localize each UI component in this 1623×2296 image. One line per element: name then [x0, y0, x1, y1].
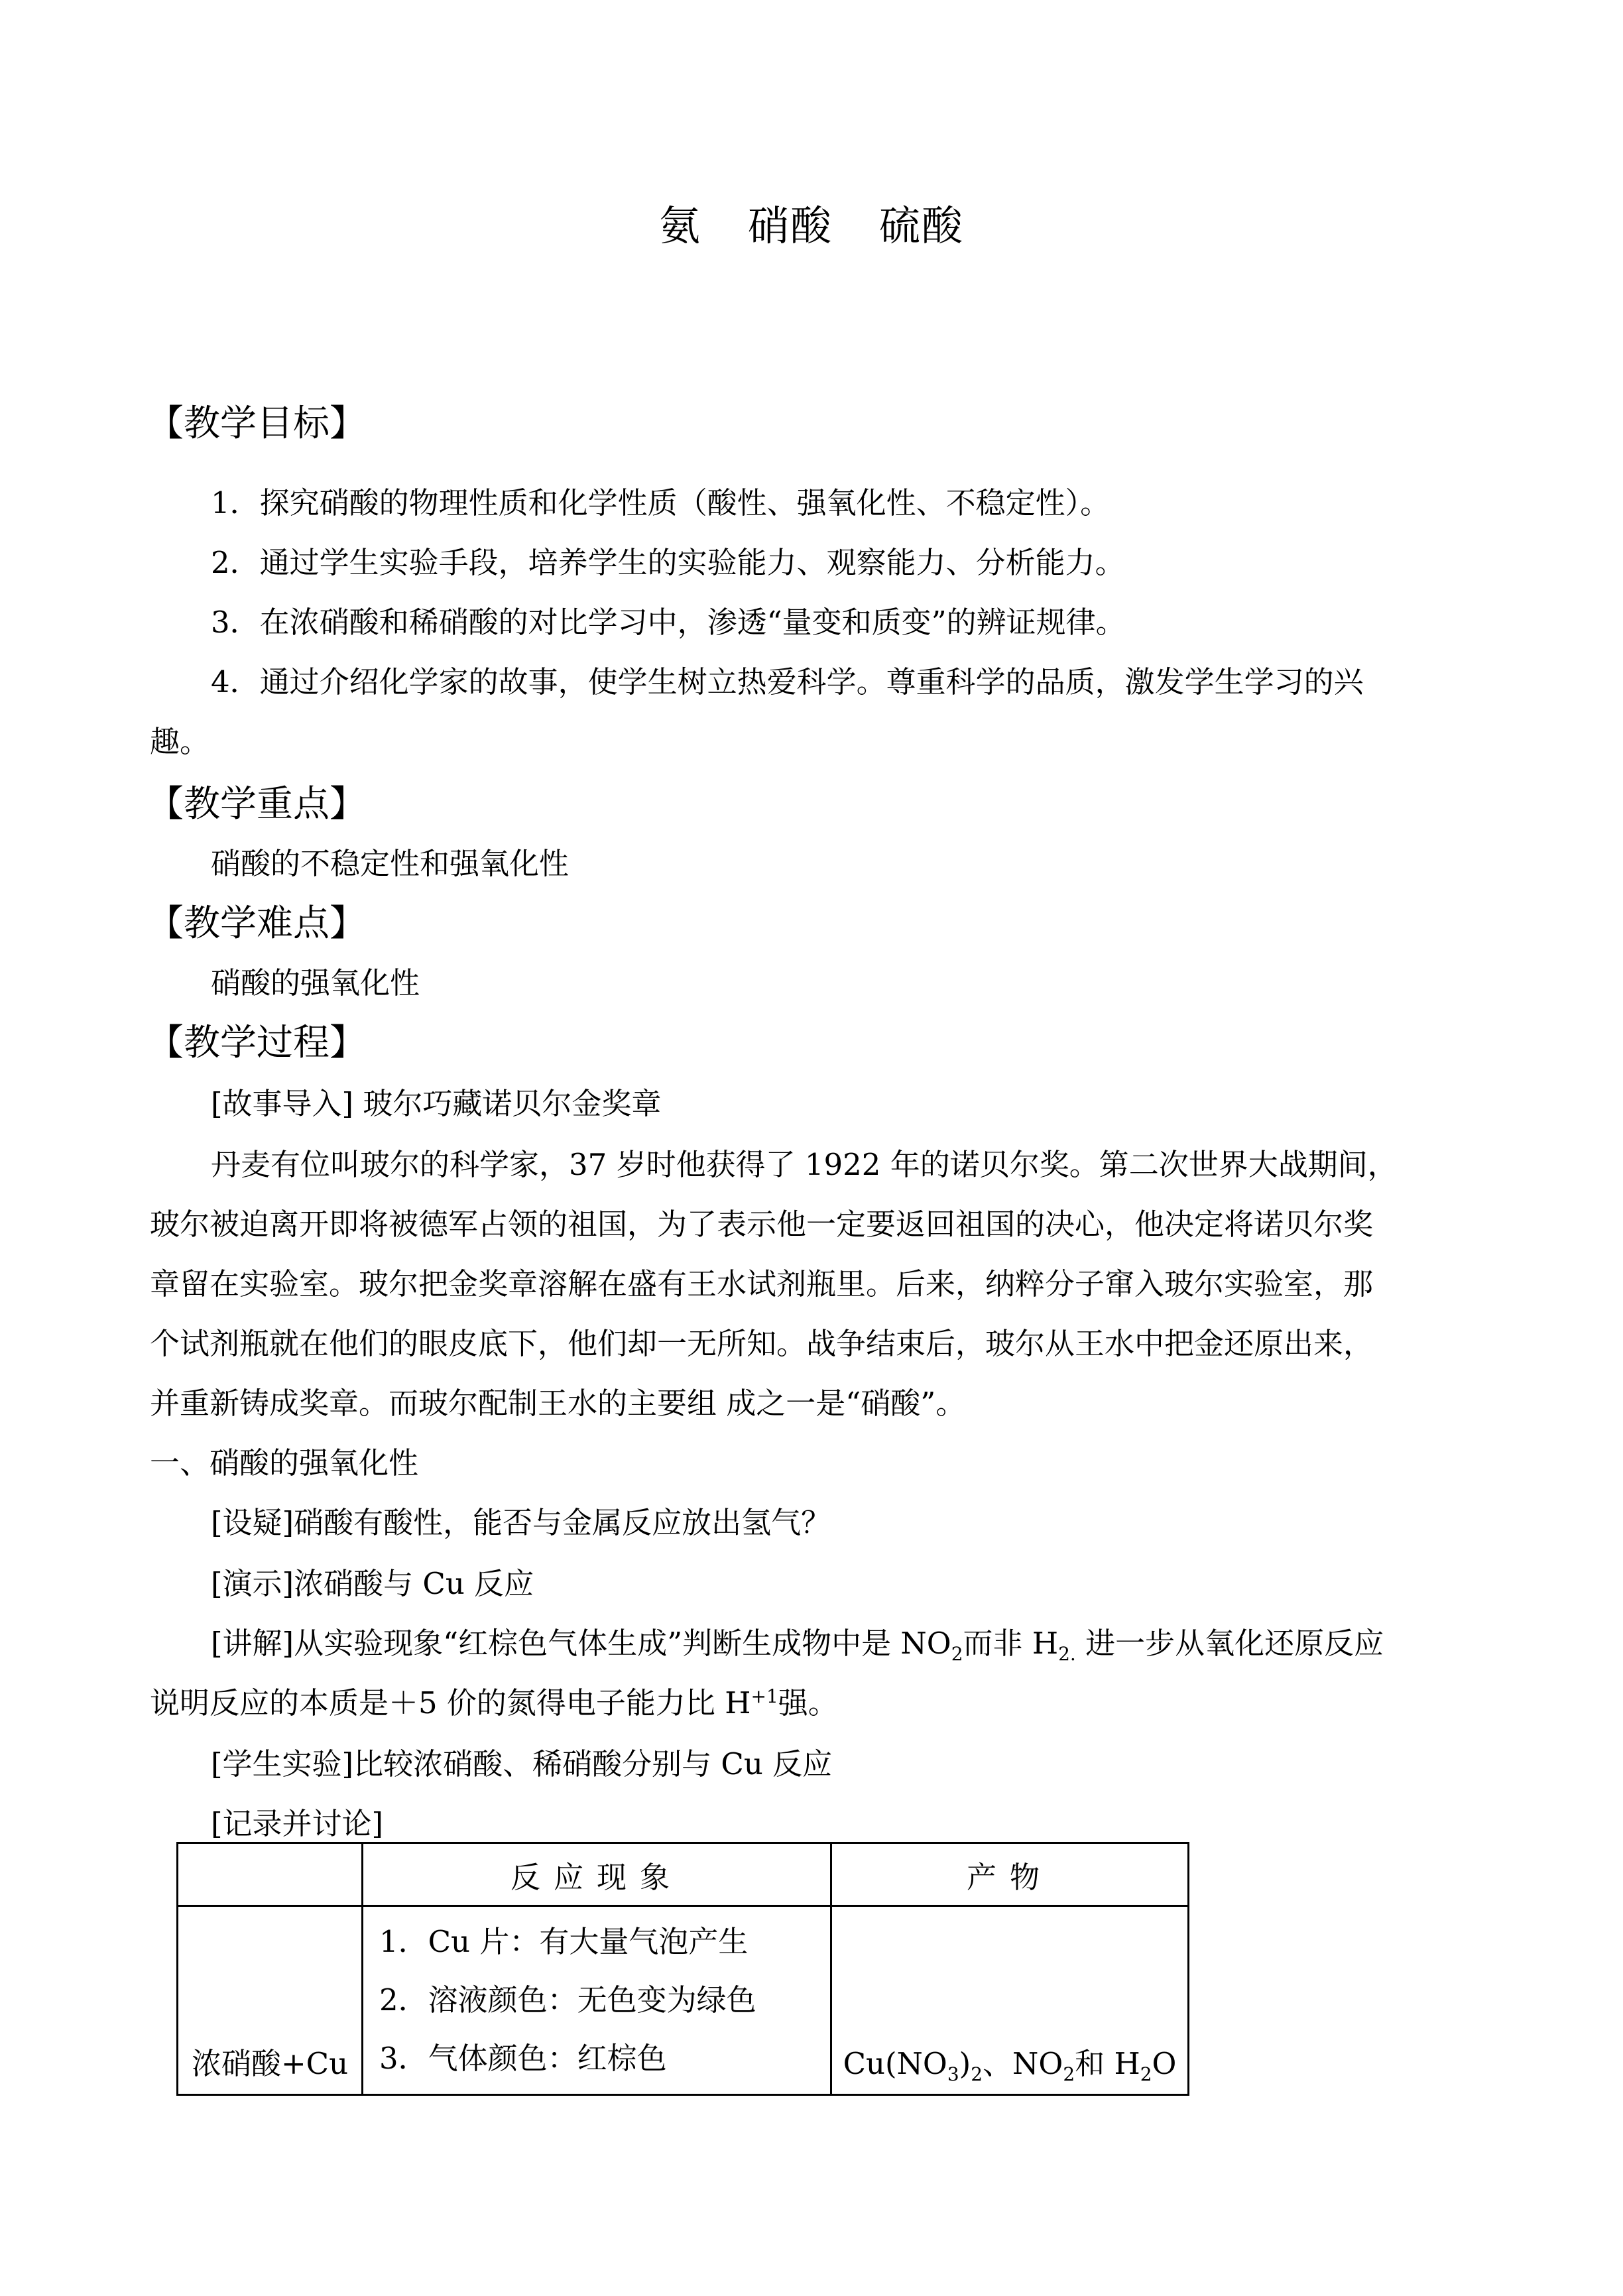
explain-sub-b: 2.: [1058, 1643, 1076, 1665]
goal-2: 2．通过学生实验手段，培养学生的实验能力、观察能力、分析能力。: [211, 545, 1125, 580]
product-part-3: 、NO: [983, 2046, 1063, 2081]
goal-4: 4．通过介绍化学家的故事，使学生树立热爱科学。尊重科学的品质，激发学生学习的兴: [211, 664, 1364, 699]
story-line-1: 丹麦有位叫玻尔的科学家，37 岁时他获得了 1922 年的诺贝尔奖。第二次世界大战期间，: [211, 1147, 1398, 1182]
row-phenomena: [363, 1906, 831, 2095]
student-experiment-line: [学生实验]比较浓硝酸、稀硝酸分别与 Cu 反应: [211, 1746, 833, 1782]
demo-line: [演示]浓硝酸与 Cu 反应: [211, 1566, 534, 1601]
explain-text-c: 进一步从氧化还原反应: [1075, 1626, 1384, 1661]
part-one-heading: 一、硝酸的强氧化性: [150, 1445, 419, 1480]
table-row: [178, 1906, 1189, 2095]
section-difficulties: 【教学难点】: [147, 902, 367, 944]
goal-4-cont: 趣。: [150, 724, 210, 759]
title-part-nitric-acid: 硝酸: [747, 202, 833, 250]
story-line-4: 个试剂瓶就在他们的眼皮底下，他们却一无所知。战争结束后，玻尔从王水中把金还原出来，: [150, 1326, 1374, 1361]
difficulty-text: 硝酸的强氧化性: [211, 965, 420, 1000]
explain-line-1: [211, 1622, 1384, 1665]
row-label: 浓硝酸+Cu: [178, 1906, 363, 2095]
explain-sub-a: 2: [951, 1643, 963, 1665]
phenomenon-3: 3．气体颜色：红棕色: [379, 2041, 667, 2076]
section-process: 【教学过程】: [147, 1021, 367, 1063]
product-sub-1: 3: [947, 2063, 959, 2085]
title-part-ammonia: 氨: [658, 202, 701, 250]
table-header-phenomena: 反应现象: [363, 1843, 831, 1906]
section-key-points: 【教学重点】: [147, 782, 367, 825]
key-point-text: 硝酸的不稳定性和强氧化性: [211, 846, 570, 881]
table-header-row: [178, 1843, 1189, 1906]
goal-3: 3．在浓硝酸和稀硝酸的对比学习中，渗透“量变和质变”的辨证规律。: [211, 605, 1126, 640]
product-sub-2: 2: [971, 2063, 983, 2085]
explain-line2-sup: +1: [751, 1685, 778, 1707]
record-line: [记录并讨论]: [211, 1806, 384, 1841]
product-sub-3: 2: [1063, 2063, 1075, 2085]
product-part-1: Cu(NO: [843, 2046, 947, 2081]
phenomenon-2: 2．溶液颜色：无色变为绿色: [379, 1982, 756, 2018]
story-line-5: 并重新铸成奖章。而玻尔配制王水的主要组 成之一是“硝酸”。: [150, 1386, 966, 1421]
explain-line2-text-a: 说明反应的本质是＋5 价的氮得电子能力比 H: [150, 1685, 751, 1721]
product-part-5: O: [1152, 2046, 1177, 2081]
section-goals: 【教学目标】: [147, 402, 367, 444]
table-header-empty: [178, 1843, 363, 1906]
explain-line-2: [150, 1681, 838, 1725]
explain-line2-text-b: 强。: [778, 1685, 838, 1721]
story-heading: [故事导入] 玻尔巧藏诺贝尔金奖章: [211, 1086, 662, 1121]
product-sub-4: 2: [1140, 2063, 1152, 2085]
product-part-2: ): [959, 2046, 971, 2081]
table-header-products: 产物: [831, 1843, 1189, 1906]
record-table: [176, 1842, 1189, 2096]
phenomenon-1: 1．Cu 片：有大量气泡产生: [379, 1924, 749, 1959]
question-line: [设疑]硝酸有酸性，能否与金属反应放出氢气？: [211, 1505, 831, 1540]
story-line-2: 玻尔被迫离开即将被德军占领的祖国，为了表示他一定要返回祖国的决心，他决定将诺贝尔奖: [150, 1207, 1374, 1242]
product-part-4: 和 H: [1075, 2046, 1140, 2081]
row-products: [831, 1906, 1189, 2095]
goal-1: 1．探究硝酸的物理性质和化学性质（酸性、强氧化性、不稳定性）。: [211, 485, 1111, 520]
title-part-sulfuric-acid: 硫酸: [879, 202, 965, 250]
page-title: [0, 196, 1623, 256]
explain-text-b: 而非 H: [963, 1626, 1059, 1661]
explain-text-a: [讲解]从实验现象“红棕色气体生成”判断生成物中是 NO: [211, 1626, 951, 1661]
story-line-3: 章留在实验室。玻尔把金奖章溶解在盛有王水试剂瓶里。后来，纳粹分子窜入玻尔实验室，那: [150, 1266, 1374, 1301]
